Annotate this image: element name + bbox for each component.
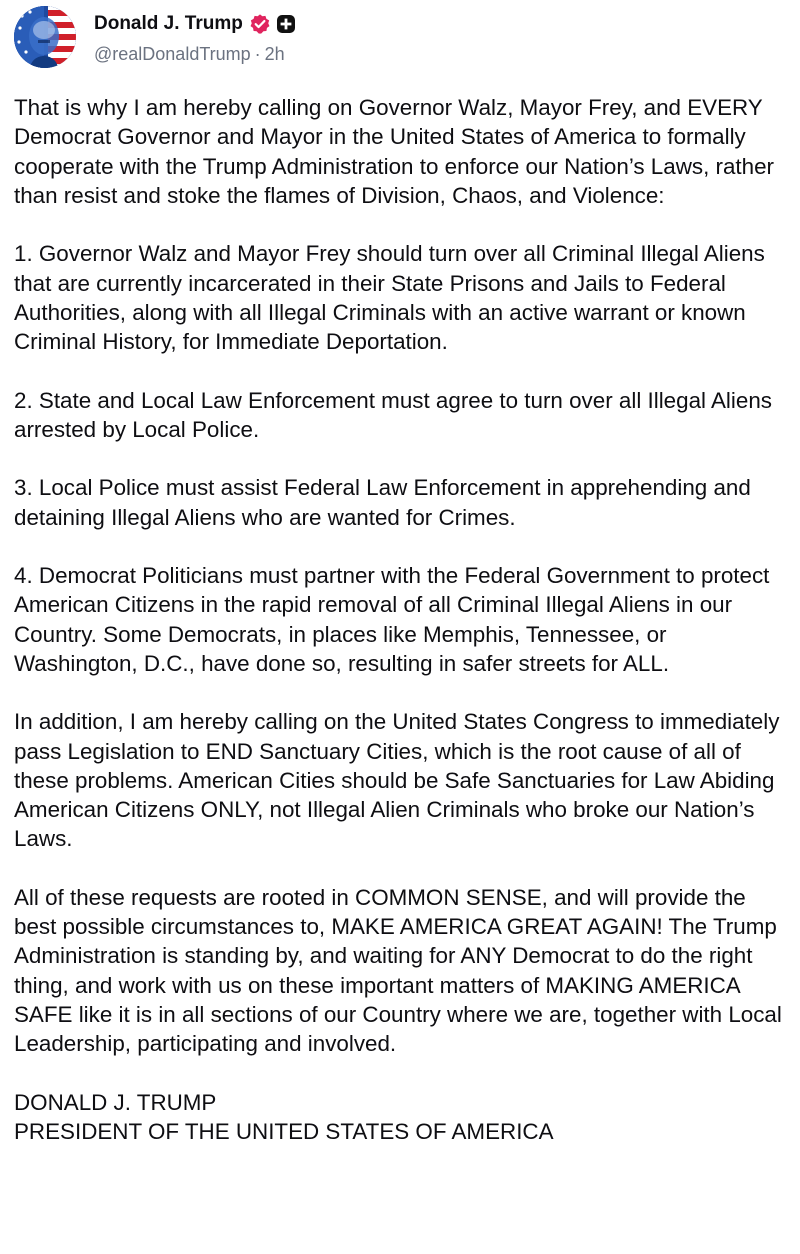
post-paragraph-item-3: 3. Local Police must assist Federal Law Enforcement in apprehending and detaining Illegal Aliens who are wanted for Crimes.: [14, 475, 758, 530]
verified-badge-icon: [249, 13, 271, 35]
plus-badge-icon: [276, 14, 296, 34]
avatar-image: [14, 6, 76, 68]
avatar[interactable]: [14, 6, 76, 68]
author-block: [94, 10, 296, 65]
author-handle[interactable]: @realDonaldTrump: [94, 44, 251, 64]
post-paragraph-intro: That is why I am hereby calling on Governor Walz, Mayor Frey, and EVERY Democrat Governor and Mayor in the United States of America to formally cooperate with the Trump Administration to enforce our Nation’s Laws, rather than resist and stoke the flames of Division, Chaos, and Violence:: [14, 95, 781, 208]
meta-separator: ·: [254, 44, 261, 64]
post-signature: DONALD J. TRUMP PRESIDENT OF THE UNITED STATES OF AMERICA: [14, 1089, 554, 1144]
post-header: [14, 6, 786, 70]
post-paragraph-item-2: 2. State and Local Law Enforcement must agree to turn over all Illegal Aliens arrested by Local Police.: [14, 387, 779, 442]
post-timestamp[interactable]: 2h: [264, 44, 285, 64]
display-name[interactable]: Donald J. Trump: [94, 13, 243, 34]
meta-row: [94, 44, 296, 65]
post-body: [14, 93, 790, 1146]
post-paragraph-congress: In addition, I am hereby calling on the United States Congress to immediately pass Legislation to END Sanctuary Cities, which is the root cause of all of these problems. American Cities should be Safe Sanctuaries for Law Abiding American Citizens ONLY, not Illegal Alien Criminals who broke our Nation’s Laws.: [14, 709, 786, 852]
name-row: [94, 10, 296, 38]
post-paragraph-closing: All of these requests are rooted in COMMON SENSE, and will provide the best possible circumstances to, MAKE AMERICA GREAT AGAIN! The Trump Administration is standing by, and waiting for ANY Democrat to do the right thing, and work with us on these important matters of MAKING AMERICA SAFE like it is in all sections of our Country where we are, together with Local Leadership, participating and involved.: [14, 884, 789, 1056]
post-paragraph-item-1: 1. Governor Walz and Mayor Frey should turn over all Criminal Illegal Aliens that are currently incarcerated in their State Prisons and Jails to Federal Authorities, along with all Illegal Criminals with an active warrant or known Criminal History, for Immediate Deportation.: [14, 241, 772, 354]
post-paragraph-item-4: 4. Democrat Politicians must partner with the Federal Government to protect American Citizens in the rapid removal of all Criminal Illegal Aliens in our Country. Some Democrats, in places like Memphis, Tennessee, or Washington, D.C., have done so, resulting in safer streets for ALL.: [14, 563, 775, 676]
